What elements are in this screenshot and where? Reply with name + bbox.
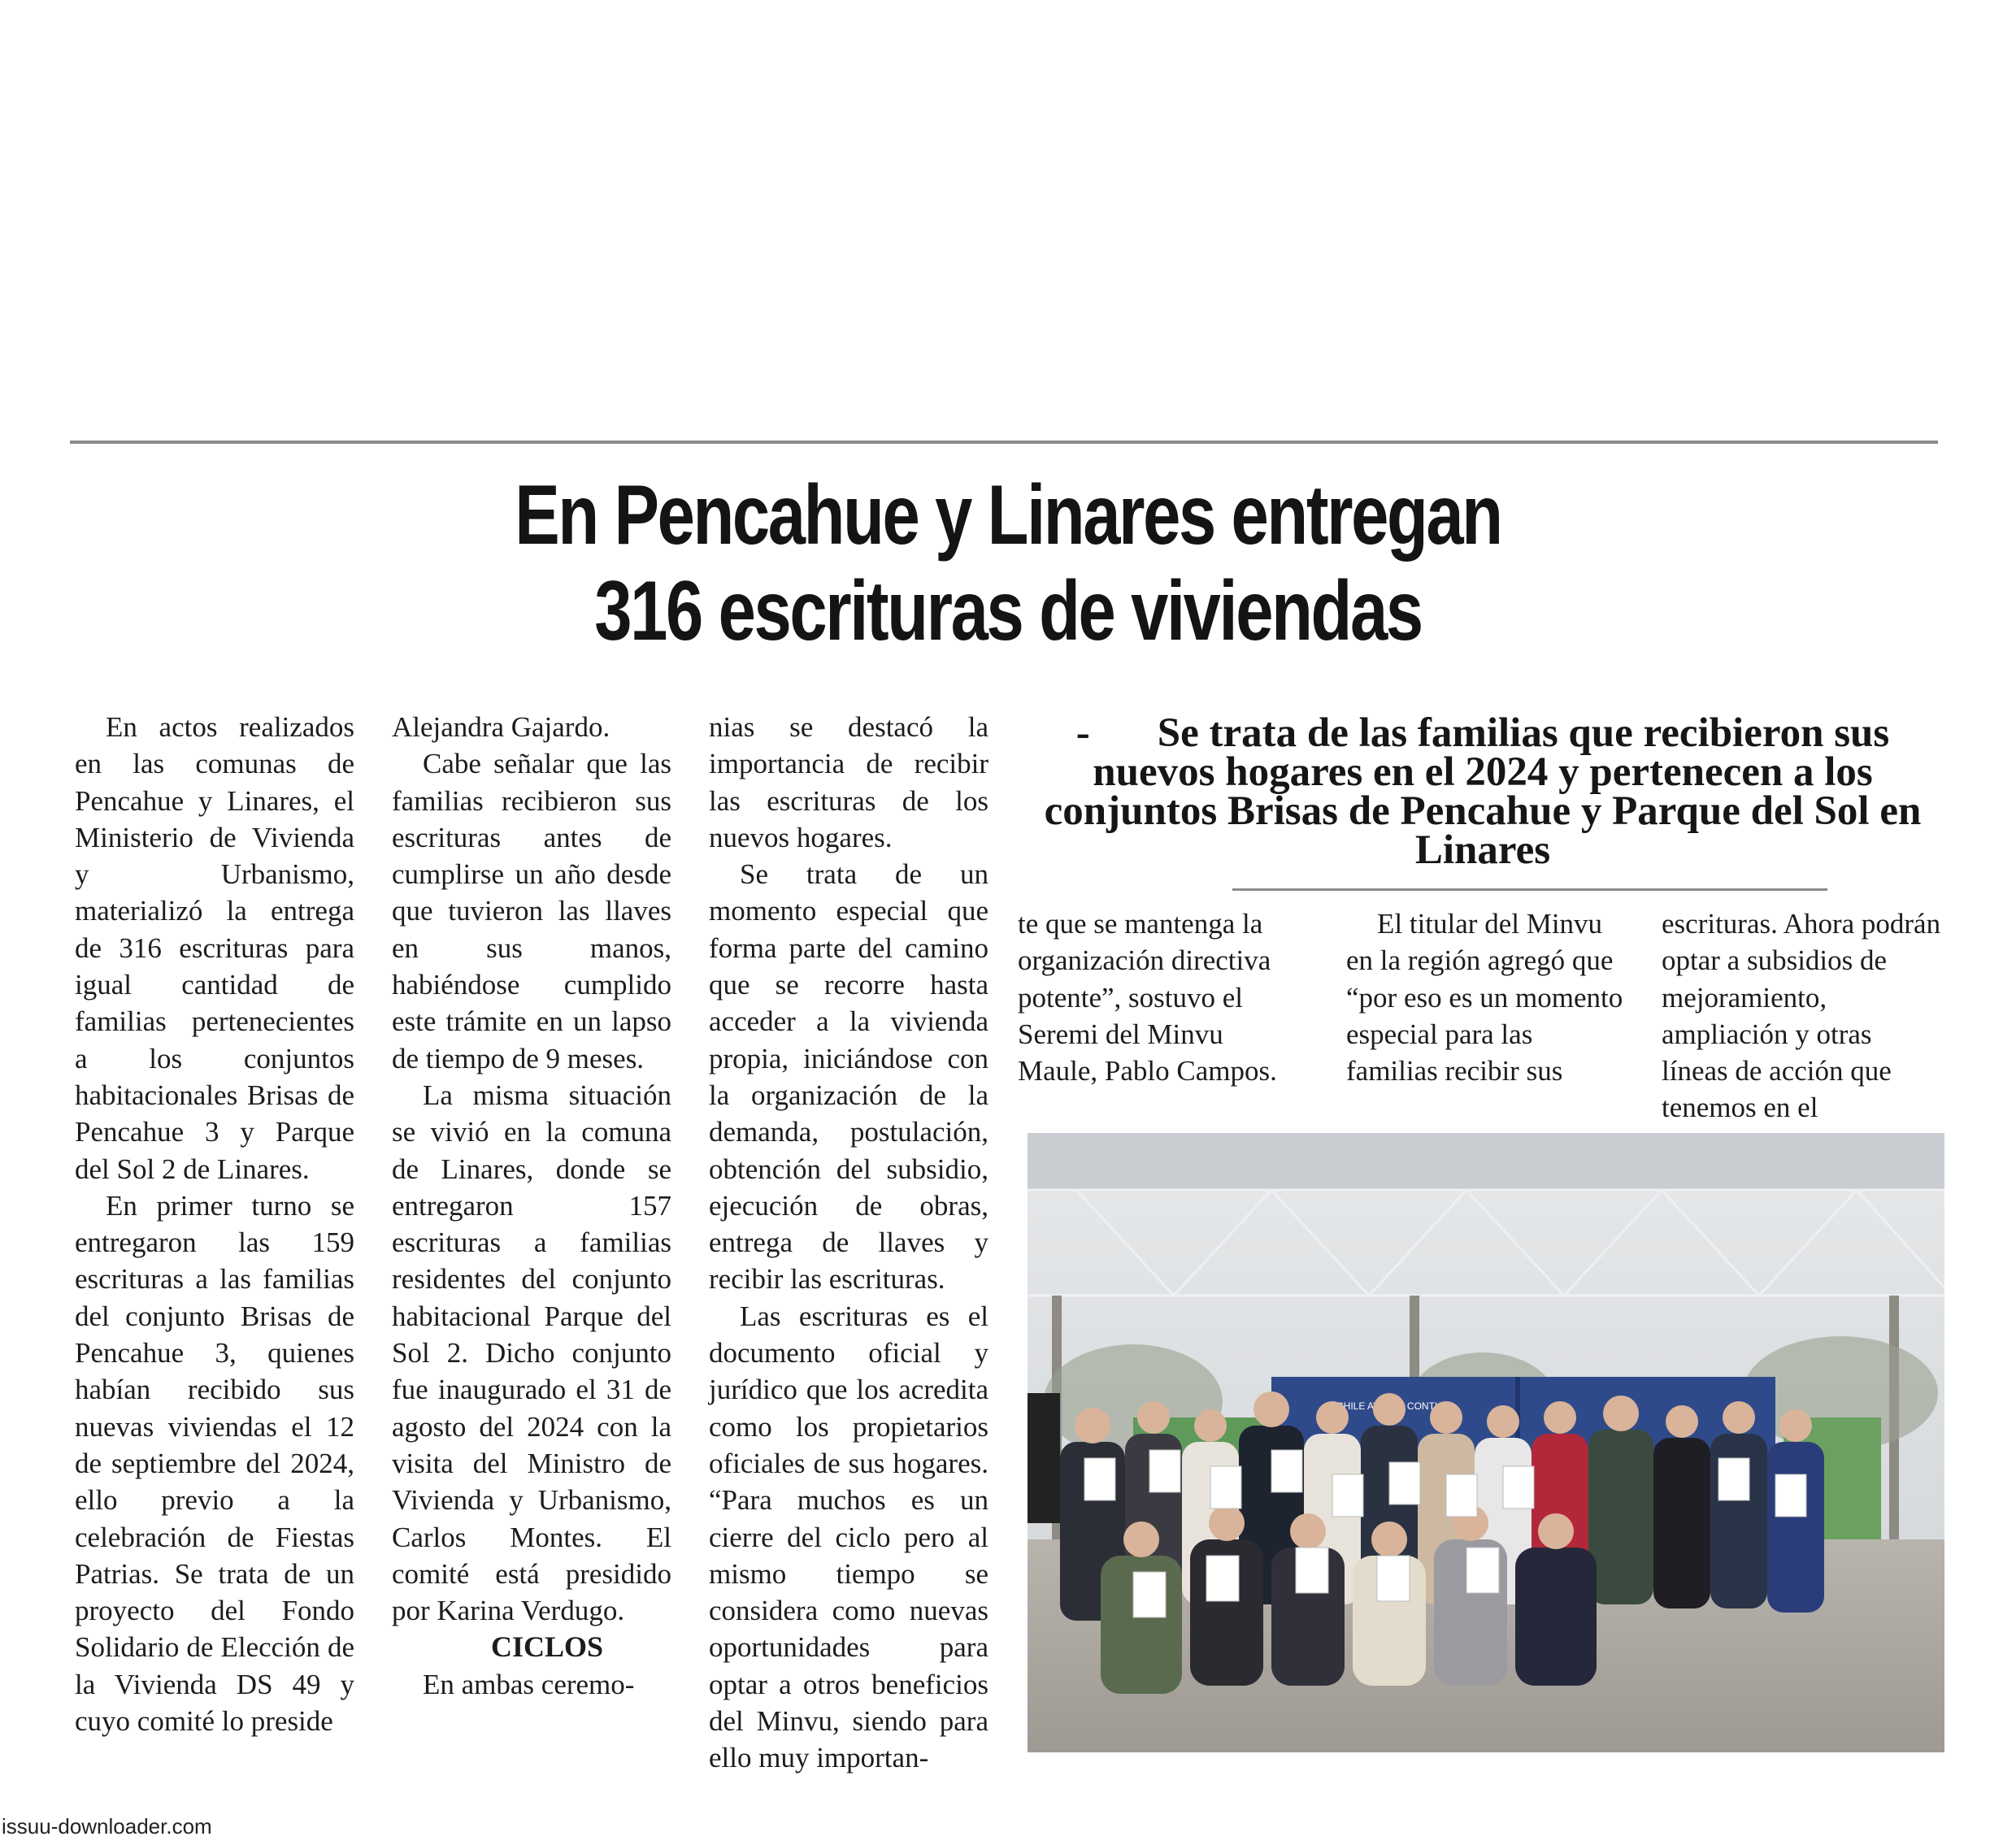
article-column-6 [1662, 905, 1943, 1163]
paragraph: En ambas ceremo- [423, 1668, 635, 1700]
article-column-1 [75, 709, 354, 1739]
paragraph: El titular del Minvu en la región agregó que “por eso es un momento especial para las familias recibir sus [1346, 908, 1623, 1087]
paragraph: nias se destacó la importancia de recibir las escrituras de los nuevos hogares. [709, 711, 988, 853]
section-heading: CICLOS [490, 1630, 604, 1664]
subheadline-dash: - [1075, 710, 1090, 756]
paragraph: La misma situación se vivió en la comuna de Linares, donde se entregaron 157 escrituras a familias residentes del conjunto habitacional Parque del Sol 2. Dicho conjunto fue inaugurado el 31 de agosto del 2024 con la visita del Ministro de Vivienda y Urbanismo, Carlos Montes. El comité está presidido por Karina Verdugo. [392, 1079, 671, 1627]
subheadline-text: Se trata de las familias que recibieron sus nuevos hogares en el 2024 y pertenecen a los conjuntos Brisas de Pencahue y Parque del Sol en Linares [1044, 710, 1922, 873]
paragraph: te que se mantenga la organización directiva potente”, sostuvo el Seremi del Minvu Maule, Pablo Campos. [1018, 908, 1277, 1087]
article-column-2 [392, 709, 671, 1703]
paragraph: Cabe señalar que las familias recibieron sus escrituras antes de cumplirse un año desde que tuvieron las llaves en sus manos, habiéndose cumplido este trámite en un lapso de tiempo de 9 meses. [392, 748, 671, 1074]
article-column-5 [1346, 905, 1627, 1089]
article-column-3 [709, 709, 988, 1777]
paragraph: En actos realizados en las comunas de Pencahue y Linares, el Ministerio de Vivienda y Urbanismo, materializó la entrega de 316 escrituras para igual cantidad de familias pertenecientes a los conjuntos habitacionales Brisas de Pencahue 3 y Parque del Sol 2 de Linares. [75, 711, 354, 1185]
headline-line-2: 316 escrituras de viviendas [594, 564, 1422, 658]
subheadline [1026, 710, 1940, 873]
paragraph: escrituras. Ahora podrán optar a subsidios de mejoramiento, ampliación y otras líneas de acción que tenemos en el [1662, 908, 1941, 1124]
banner-text: CHILE CONTIGO [1336, 1400, 1453, 1412]
top-divider [70, 441, 1938, 444]
headline-line-1: En Pencahue y Linares entregan [515, 468, 1501, 562]
subheadline-divider [1232, 888, 1827, 891]
headline [202, 467, 1814, 659]
article-column-4 [1018, 905, 1307, 1089]
paragraph: Las escrituras es el documento oficial y jurídico que los acredita como los propietarios oficiales de sus hogares. “Para muchos es un cierre del ciclo pero al mismo tiempo se considera como nuevas oportunidades para optar a otros beneficios del Minvu, siendo para ello muy importan- [709, 1300, 988, 1774]
paragraph: Se trata de un momento especial que forma parte del camino que se recorre hasta acceder a la vivienda propia, iniciándose con la organización de la demanda, postulación, obtención del subsidio, ejecución de obras, entrega de llaves y recibir las escrituras. [709, 858, 988, 1296]
paragraph: En primer turno se entregaron las 159 escrituras a las familias del conjunto Brisas de Pencahue 3, quienes habían recibido sus nuevas viviendas el 12 de septiembre del 2024, ello previo a la celebración de Fiestas Patrias. Se trata de un proyecto del Fondo Solidario de Elección de la Vivienda DS 49 y cuyo comité lo preside [75, 1189, 354, 1738]
paragraph: Alejandra Gajardo. [392, 711, 610, 743]
group-photo [1028, 1133, 1944, 1752]
source-credit: issuu-downloader.com [2, 1814, 212, 1838]
